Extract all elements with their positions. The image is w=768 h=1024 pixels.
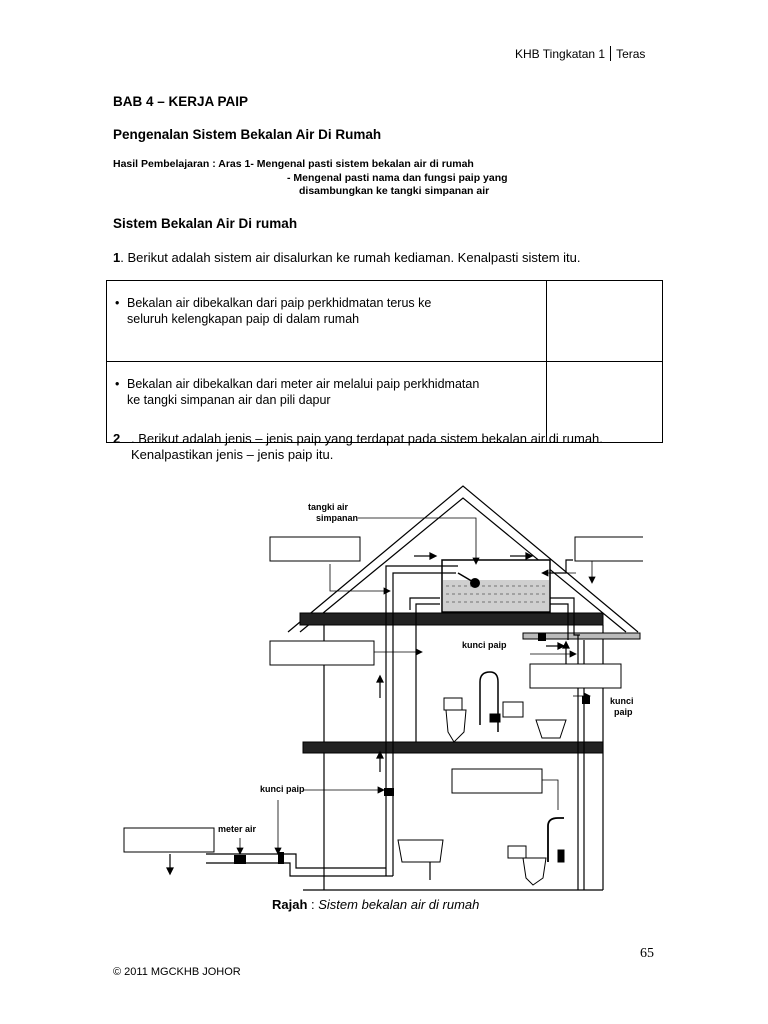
cistern-icon [508, 846, 526, 858]
caption-label: Rajah [272, 897, 308, 912]
objective-line-3: disambungkan ke tangki simpanan air [299, 185, 490, 197]
answer-boxes [124, 537, 643, 852]
answer-box[interactable] [452, 769, 542, 793]
header-course: KHB Tingkatan 1 [515, 47, 606, 61]
stopcock-icon [278, 852, 284, 864]
system-description [107, 281, 547, 362]
label-meter-air: meter air [218, 824, 257, 834]
answer-box[interactable] [270, 537, 360, 561]
header-divider [610, 46, 611, 61]
water-meter-icon [234, 855, 246, 864]
bullet: • [115, 377, 120, 391]
label-kunci-paip-ground: kunci paip [260, 784, 305, 794]
answer-box[interactable] [530, 664, 621, 688]
question-2-line-2: Kenalpastikan jenis – jenis paip itu. [131, 447, 334, 462]
system-table [106, 280, 663, 443]
caption-text: Sistem bekalan air di rumah [318, 897, 480, 912]
label-kunci-paip: kunci paip [462, 640, 507, 650]
question-2 [113, 431, 673, 463]
bullet: • [115, 296, 120, 310]
label-tank-line-2: simpanan [316, 513, 359, 523]
label-kunci-right-1: kunci [610, 696, 634, 706]
row-1-line-2: seluruh kelengkapan paip di dalam rumah [127, 312, 360, 326]
kitchen-sink-icon [398, 840, 443, 862]
objective-line-2: - Mengenal pasti nama dan fungsi paip yang [287, 171, 508, 184]
running-header [515, 46, 645, 61]
label-tank-line-1: tangki air [308, 502, 349, 512]
footer-copyright: © 2011 MGCKHB JOHOR [113, 966, 241, 978]
label-kunci-right-2: paip [614, 707, 633, 717]
objective-line-1: Hasil Pembelajaran : Aras 1- Mengenal pasti sistem bekalan air di rumah [113, 158, 474, 170]
question-1-text: . Berikut adalah sistem air disalurkan ke rumah kediaman. Kenalpasti sistem itu. [120, 250, 581, 265]
ground-floor-fixtures [398, 818, 564, 885]
toilet-icon [523, 858, 546, 885]
learning-objectives [113, 158, 508, 199]
answer-box[interactable] [124, 828, 214, 852]
question-1 [113, 250, 581, 266]
intro-title: Pengenalan Sistem Bekalan Air Di Rumah [113, 127, 382, 142]
row-2-line-2: ke tangki simpanan air dan pili dapur [127, 393, 331, 407]
question-1-number: 1 [113, 250, 121, 265]
basin-icon [536, 720, 566, 738]
answer-box[interactable] [575, 537, 643, 561]
answer-cell[interactable] [547, 281, 663, 362]
figure-caption [272, 897, 479, 912]
storage-tank [442, 560, 550, 612]
chapter-title: BAB 4 – KERJA PAIP [113, 94, 249, 109]
stopcock-icon [384, 788, 394, 796]
row-1-line-1: Bekalan air dibekalkan dari paip perkhidmatan terus ke [127, 296, 432, 310]
toilet-icon [446, 710, 466, 742]
stopcock-icon [538, 633, 546, 641]
caption-separator: : [307, 897, 319, 912]
row-2-line-1: Bekalan air dibekalkan dari meter air melalui paip perkhidmatan [127, 377, 480, 391]
table-row [107, 281, 663, 362]
shower-icon [480, 672, 498, 732]
question-2-number: 2 [113, 431, 121, 446]
answer-box[interactable] [270, 641, 374, 665]
cistern-icon [503, 702, 523, 717]
page-number: 65 [640, 946, 654, 961]
question-2-line-1: . Berikut adalah jenis – jenis paip yang terdapat pada sistem bekalan air di rumah. [131, 431, 603, 446]
header-level: Teras [616, 47, 646, 61]
section-title: Sistem Bekalan Air Di rumah [113, 216, 298, 231]
house-plumbing-diagram [118, 470, 643, 895]
